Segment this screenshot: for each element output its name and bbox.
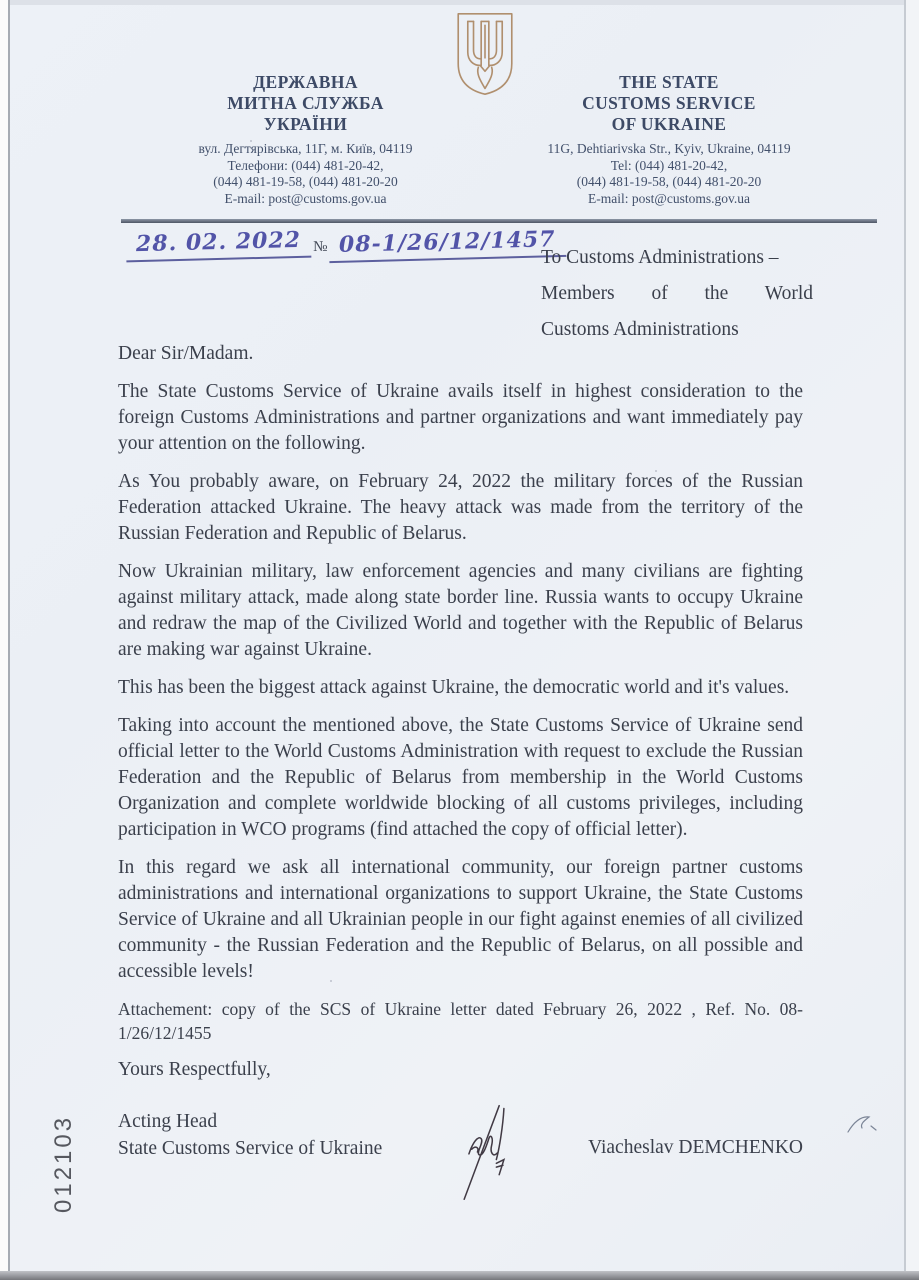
closing-salutation: Yours Respectfully, — [118, 1059, 271, 1080]
signature-block — [118, 1108, 803, 1188]
org-address-line: 11G, Dehtiarivska Str., Kyiv, Ukraine, 04119 — [547, 141, 791, 156]
pen-signature-icon — [456, 1100, 514, 1212]
paragraph: Now Ukrainian military, law enforcement agencies and many civilians are fighting against military attack, made along state border line. Russia wants to occupy Ukraine and redraw the map of the Civilized World and together with the Republic of Belarus are making war against Ukraine. — [118, 561, 803, 660]
paragraph: The State Customs Service of Ukraine avails itself in highest consideration to the foreign Customs Administrations and partner organizations and want immediately pay your attention on the following. — [118, 381, 803, 454]
handwritten-date: 28. 02. 2022 — [135, 226, 302, 258]
letter-body — [118, 341, 803, 1188]
attachment-note: Attachement: copy of the SCS of Ukraine letter dated February 26, 2022 , Ref. No. 08-1/26/12/1455 — [118, 999, 803, 1043]
scan-edge-left — [0, 0, 10, 1280]
signer-name: Viacheslav DEMCHENKO — [588, 1137, 803, 1158]
org-name-line: OF UKRAINE — [611, 114, 727, 134]
org-name-line: CUSTOMS SERVICE — [582, 93, 756, 113]
reference-row — [126, 226, 566, 260]
salutation: Dear Sir/Madam. — [118, 343, 254, 364]
recipient-line: To Customs Administrations – — [541, 247, 779, 268]
scan-edge-right — [904, 0, 906, 1280]
letterhead-english — [490, 72, 848, 207]
vertical-doc-number: 012103 — [50, 1114, 77, 1213]
recipient-address — [541, 240, 813, 348]
org-name-line: МИТНА СЛУЖБА — [227, 93, 384, 113]
scan-margin-right — [906, 0, 919, 1280]
org-address-line: (044) 481-19-58, (044) 481-20-20 — [213, 174, 398, 189]
org-address-line: вул. Дегтярівська, 11Г, м. Київ, 04119 — [198, 141, 413, 156]
org-address-line: Телефони: (044) 481-20-42, — [227, 157, 384, 173]
org-name-line: УКРАЇНИ — [263, 114, 348, 134]
org-email: E-mail: post@customs.gov.ua — [224, 190, 387, 206]
org-address-line: (044) 481-19-58, (044) 481-20-20 — [576, 174, 762, 189]
letterhead-ukrainian — [128, 72, 483, 207]
recipient-line: Customs Administrations — [541, 319, 739, 340]
signer-title-line: State Customs Service of Ukraine — [118, 1138, 383, 1159]
paragraph: In this regard we ask all international community, our foreign partner customs administrations and international organizations to support Ukraine, the State Customs Service of Ukraine and all Ukrainian people in our fight against enemies of all civilized community - the Russian Federation and the Republic of Belarus, on all possible and accessible levels! — [118, 857, 803, 982]
scan-edge-bottom — [0, 1271, 919, 1280]
org-name-line: ДЕРЖАВНА — [253, 72, 358, 92]
paragraph: As You probably aware, on February 24, 2022 the military forces of the Russian Federation attacked Ukraine. The heavy attack was made from the territory of the Russian Federation and Republic of Belarus. — [118, 471, 803, 544]
paragraph: Taking into account the mentioned above, the State Customs Service of Ukraine send official letter to the World Customs Administration with request to exclude the Russian Federation and the Republic of Belarus from membership in the World Customs Organization and complete worldwide blocking of all customs privileges, including participation in WCO programs (find attached the copy of official letter). — [118, 715, 803, 840]
pen-scratch-mark — [845, 1110, 881, 1144]
recipient-line: Members of the World — [541, 283, 813, 304]
org-email: E-mail: post@customs.gov.ua — [588, 190, 750, 206]
handwritten-ref-number: 08-1/26/12/1457 — [339, 226, 557, 258]
paragraph: This has been the biggest attack against Ukraine, the democratic world and it's values. — [118, 677, 790, 698]
letterhead-divider-rule — [121, 219, 877, 223]
number-sign: № — [313, 239, 328, 255]
org-name-line: THE STATE — [619, 72, 719, 92]
scan-edge-top — [10, 0, 919, 5]
org-address-line: Tel: (044) 481-20-42, — [610, 157, 728, 173]
signer-title-line: Acting Head — [118, 1111, 218, 1132]
